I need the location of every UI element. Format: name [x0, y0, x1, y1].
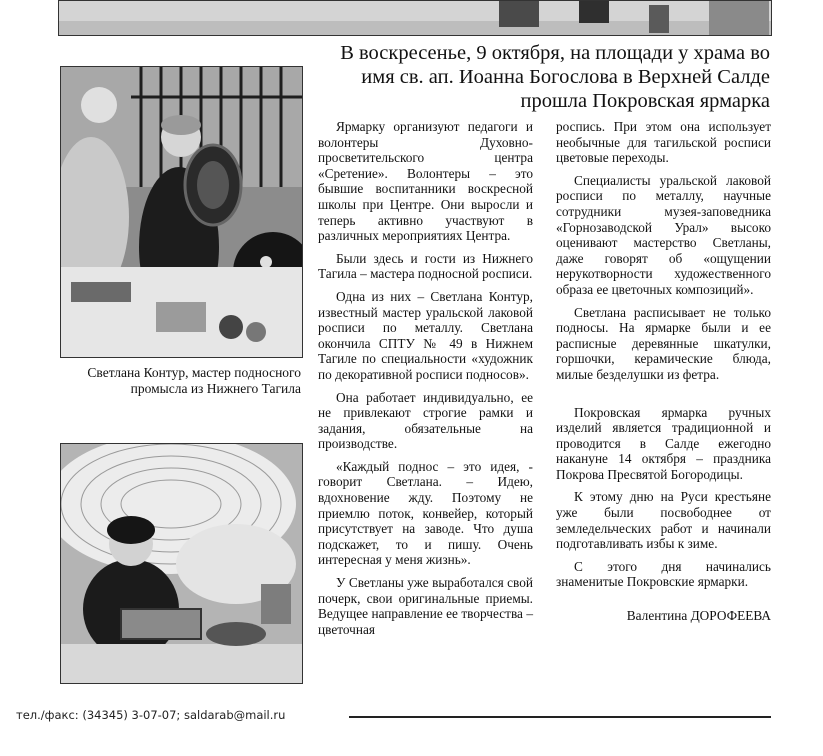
paragraph: Ярмарку организуют педагоги и волонтеры Духовно-просветительского центра «Сретение». Волонтеры – это бывшие воспитанники воскресной школы при Центре. Они выросли и теперь активно участвуют в различных мероприятиях Центра.	[318, 119, 533, 244]
photo-child-at-fair	[60, 443, 303, 684]
paragraph-continuation: роспись. При этом она использует необычные для тагильской росписи цветовые переходы.	[556, 119, 771, 166]
photo-caption: Светлана Контур, мастер подносного промысла из Нижнего Тагила	[87, 365, 301, 396]
footer-contact: тел./факс: (34345) 3-07-07; saldarab@mail.ru	[16, 708, 286, 722]
paragraph: Светлана расписывает не только подносы. На ярмарке были и ее расписные деревянные шкатулки, горшочки, керамические блюда, милые безделушки из фетра.	[556, 304, 771, 382]
paragraph: Покровская ярмарка ручных изделий является традиционной и проводится в Салде ежегодно накануне 14 октября – праздника Покрова Пресвятой Богородицы.	[556, 404, 771, 482]
article-headline: В воскресенье, 9 октября, на площади у храма во имя св. ап. Иоанна Богослова в Верхней Салде прошла Покровская ярмарка	[340, 42, 770, 112]
top-photo-strip	[58, 0, 772, 36]
paragraph: К этому дню на Руси крестьяне уже были посвободнее от земледельческих работ и начинали подготавливать избы к зиме.	[556, 489, 771, 552]
photo-craftswoman-with-trays	[60, 66, 303, 358]
paragraph: Были здесь и гости из Нижнего Тагила – мастера подносной росписи.	[318, 250, 533, 282]
author-signature: Валентина ДОРОФЕЕВА	[626, 608, 771, 624]
paragraph: Одна из них – Светлана Контур, известный мастер уральской лаковой росписи по металлу. Светлана окончила СПТУ № 49 в Нижнем Тагиле по специальности «художник по декоративной росписи подносов».	[318, 288, 533, 382]
footer-divider	[349, 716, 771, 718]
paragraph: У Светланы уже выработался свой почерк, свои оригинальные приемы. Ведущее направление ее творчества – цветочная	[318, 575, 533, 637]
paragraph: Она работает индивидуально, ее не привлекают строгие рамки и задания, обязательные на производстве.	[318, 389, 533, 452]
paragraph: С этого дня начинались знаменитые Покровские ярмарки.	[556, 558, 771, 590]
paragraph: «Каждый поднос – это идея, - говорит Светлана. – Идею, вдохновение жду. Поэтому не приемлю поток, конвейер, который присутствует на заводе. Что душа подскажет, то и пишу. Очень интересная у меня жизнь».	[318, 458, 533, 568]
article-column-2	[556, 119, 771, 631]
article-column-1	[318, 119, 533, 644]
paragraph: Специалисты уральской лаковой росписи по металлу, научные сотрудники музея-заповедника «Горнозаводской Урал» высоко оценивают мастерство Светланы, даже говорят об «ощущении нерукотворности художественного образа ее цветочных композиций».	[556, 172, 771, 297]
